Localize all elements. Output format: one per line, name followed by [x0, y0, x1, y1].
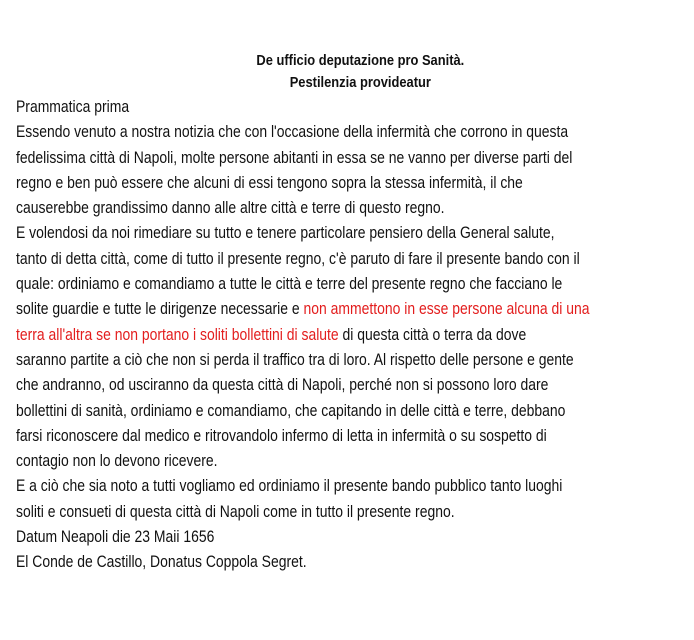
heading-line-2: Pestilenzia provideatur	[289, 74, 431, 91]
text-line: che andranno, od usciranno da questa città di Napoli, perché non si possono loro dare	[16, 375, 549, 395]
document-body	[16, 50, 684, 575]
text-line: causerebbe grandissimo danno alle altre città e terre di questo regno.	[16, 198, 445, 218]
text-line: quale: ordiniamo e comandiamo a tutte le città e terre del presente regno che facciano le	[16, 274, 563, 294]
text-line: Prammatica prima	[16, 97, 130, 116]
text-line: regno e ben può essere che alcuni di essi tengono sopra la stessa infermità, il che	[16, 172, 523, 192]
text-line: bollettini di sanità, ordiniamo e comandiamo, che capitando in delle città e terre, debbano	[16, 400, 566, 420]
text-line: saranno partite a ciò che non si perda il traffico tra di loro. Al rispetto delle persone e gente	[16, 349, 574, 369]
date-line: Datum Neapoli die 23 Maii 1656	[16, 527, 215, 547]
text-segment: solite guardie e tutte le dirigenze necessarie e	[16, 299, 304, 319]
highlighted-text: non ammettono in esse persone alcuna di una	[303, 299, 590, 319]
text-line: soliti e consueti di questa città di Napoli come in tutto il presente regno.	[16, 501, 455, 521]
text-line: farsi riconoscere dal medico e ritrovandolo infermo di letta in infermità o su sospetto di	[16, 425, 547, 445]
text-line: E a ciò che sia noto a tutti vogliamo ed ordiniamo il presente bando pubblico tanto luoghi	[16, 476, 563, 496]
text-line: Essendo venuto a nostra notizia che con l'occasione della infermità che corrono in questa	[16, 122, 569, 142]
text-line: tanto di detta città, come di tutto il presente regno, c'è paruto di fare il presente bando con il	[16, 248, 580, 268]
text-line: contagio non lo devono ricevere.	[16, 451, 218, 471]
highlighted-text: terra all'altra se non portano i soliti bollettini di salute	[16, 324, 339, 344]
text-line: fedelissima città di Napoli, molte persone abitanti in essa se ne vanno per diverse parti del	[16, 147, 573, 167]
text-line: E volendosi da noi rimediare su tutto e tenere particolare pensiero della General salute,	[16, 223, 555, 243]
text-segment: di questa città o terra da dove	[338, 324, 527, 344]
heading-line-1: De ufficio deputazione pro Sanità.	[256, 52, 465, 69]
signature-line: El Conde de Castillo, Donatus Coppola Segret.	[16, 552, 307, 572]
text-line-mixed	[16, 296, 684, 321]
text-line-mixed	[16, 322, 684, 347]
